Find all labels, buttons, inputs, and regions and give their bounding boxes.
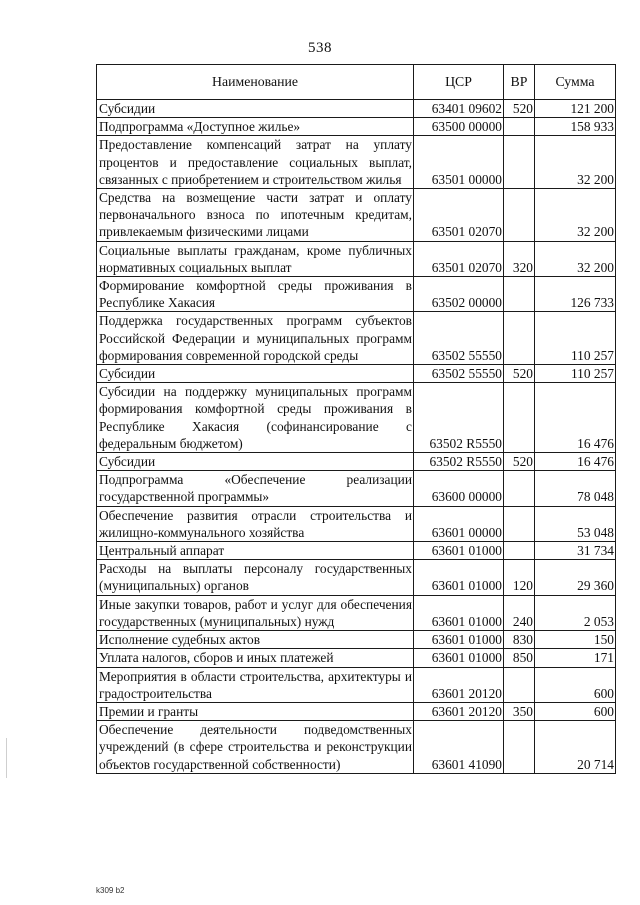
- table-row: [97, 667, 616, 702]
- cell-name: Субсидии на поддержку муниципальных программ формирования комфортной среды проживания в Республике Хакасия (софинансирование с федеральным бюджетом): [97, 383, 414, 453]
- cell-name: Мероприятия в области строительства, архитектуры и градостроительства: [97, 667, 414, 702]
- cell-vr: [504, 471, 535, 506]
- cell-vr: [504, 118, 535, 136]
- cell-sum: 29 360: [535, 560, 616, 595]
- cell-vr: 850: [504, 649, 535, 667]
- cell-vr: 320: [504, 241, 535, 276]
- cell-vr: 240: [504, 595, 535, 630]
- cell-name: Обеспечение деятельности подведомственных учреждений (в сфере строительства и реконструкции объектов государственной собственности): [97, 721, 414, 774]
- cell-csr: 63502 R5550: [414, 383, 504, 453]
- cell-sum: 20 714: [535, 721, 616, 774]
- budget-table: [96, 64, 616, 774]
- scan-edge-mark: [6, 738, 7, 778]
- cell-csr: 63601 20120: [414, 667, 504, 702]
- table-row: [97, 136, 616, 189]
- footer-code: k309 b2: [96, 886, 125, 895]
- cell-sum: 31 734: [535, 542, 616, 560]
- cell-csr: 63502 55550: [414, 312, 504, 365]
- cell-sum: 171: [535, 649, 616, 667]
- cell-csr: 63501 00000: [414, 136, 504, 189]
- cell-sum: 110 257: [535, 365, 616, 383]
- cell-csr: 63601 41090: [414, 721, 504, 774]
- table-row: [97, 277, 616, 312]
- table-row: [97, 649, 616, 667]
- table-row: [97, 365, 616, 383]
- cell-csr: 63501 02070: [414, 189, 504, 242]
- cell-vr: 120: [504, 560, 535, 595]
- table-row: [97, 189, 616, 242]
- table-header-row: [97, 65, 616, 100]
- table-row: [97, 453, 616, 471]
- cell-sum: 158 933: [535, 118, 616, 136]
- cell-sum: 2 053: [535, 595, 616, 630]
- table-row: [97, 312, 616, 365]
- cell-name: Уплата налогов, сборов и иных платежей: [97, 649, 414, 667]
- cell-sum: 110 257: [535, 312, 616, 365]
- cell-name: Исполнение судебных актов: [97, 631, 414, 649]
- header-sum: Сумма: [535, 65, 616, 100]
- page-number: 538: [308, 40, 332, 56]
- cell-vr: [504, 506, 535, 541]
- table-row: [97, 506, 616, 541]
- cell-vr: [504, 136, 535, 189]
- cell-vr: [504, 312, 535, 365]
- cell-csr: 63401 09602: [414, 100, 504, 118]
- cell-name: Субсидии: [97, 365, 414, 383]
- cell-vr: [504, 667, 535, 702]
- cell-sum: 150: [535, 631, 616, 649]
- table-row: [97, 542, 616, 560]
- cell-sum: 32 200: [535, 136, 616, 189]
- table-row: [97, 383, 616, 453]
- cell-csr: 63601 01000: [414, 560, 504, 595]
- cell-csr: 63601 01000: [414, 649, 504, 667]
- cell-csr: 63502 55550: [414, 365, 504, 383]
- cell-vr: [504, 189, 535, 242]
- cell-sum: 600: [535, 702, 616, 720]
- table-row: [97, 241, 616, 276]
- header-csr: ЦСР: [414, 65, 504, 100]
- cell-name: Поддержка государственных программ субъектов Российской Федерации и муниципальных программ формирования современной городской среды: [97, 312, 414, 365]
- cell-sum: 32 200: [535, 189, 616, 242]
- table-body: [97, 100, 616, 774]
- cell-csr: 63601 01000: [414, 542, 504, 560]
- cell-name: Формирование комфортной среды проживания в Республике Хакасия: [97, 277, 414, 312]
- cell-vr: [504, 277, 535, 312]
- cell-vr: 830: [504, 631, 535, 649]
- cell-sum: 600: [535, 667, 616, 702]
- cell-name: Расходы на выплаты персоналу государственных (муниципальных) органов: [97, 560, 414, 595]
- cell-vr: [504, 542, 535, 560]
- cell-csr: 63601 20120: [414, 702, 504, 720]
- table-row: [97, 560, 616, 595]
- cell-sum: 32 200: [535, 241, 616, 276]
- cell-sum: 78 048: [535, 471, 616, 506]
- cell-name: Обеспечение развития отрасли строительства и жилищно-коммунального хозяйства: [97, 506, 414, 541]
- cell-vr: 520: [504, 365, 535, 383]
- cell-name: Субсидии: [97, 100, 414, 118]
- cell-csr: 63601 01000: [414, 631, 504, 649]
- cell-name: Средства на возмещение части затрат и оплату первоначального взноса по ипотечным кредитам, привлекаемым физическими лицами: [97, 189, 414, 242]
- header-name: Наименование: [97, 65, 414, 100]
- cell-sum: 121 200: [535, 100, 616, 118]
- table-row: [97, 471, 616, 506]
- cell-vr: 520: [504, 453, 535, 471]
- table-row: [97, 631, 616, 649]
- cell-name: Предоставление компенсаций затрат на уплату процентов и предоставление социальных выплат, связанных с приобретением и строительством жилья: [97, 136, 414, 189]
- table-row: [97, 100, 616, 118]
- cell-name: Премии и гранты: [97, 702, 414, 720]
- cell-sum: 126 733: [535, 277, 616, 312]
- cell-vr: [504, 383, 535, 453]
- cell-csr: 63601 01000: [414, 595, 504, 630]
- cell-csr: 63500 00000: [414, 118, 504, 136]
- cell-name: Подпрограмма «Доступное жилье»: [97, 118, 414, 136]
- cell-name: Центральный аппарат: [97, 542, 414, 560]
- cell-name: Подпрограмма «Обеспечение реализации государственной программы»: [97, 471, 414, 506]
- cell-sum: 16 476: [535, 383, 616, 453]
- cell-csr: 63601 00000: [414, 506, 504, 541]
- cell-name: Социальные выплаты гражданам, кроме публичных нормативных социальных выплат: [97, 241, 414, 276]
- cell-csr: 63502 R5550: [414, 453, 504, 471]
- cell-csr: 63501 02070: [414, 241, 504, 276]
- header-vr: ВР: [504, 65, 535, 100]
- cell-sum: 53 048: [535, 506, 616, 541]
- table-row: [97, 702, 616, 720]
- cell-csr: 63600 00000: [414, 471, 504, 506]
- table-row: [97, 118, 616, 136]
- cell-vr: 350: [504, 702, 535, 720]
- table-row: [97, 721, 616, 774]
- cell-vr: 520: [504, 100, 535, 118]
- cell-sum: 16 476: [535, 453, 616, 471]
- cell-name: Иные закупки товаров, работ и услуг для обеспечения государственных (муниципальных) нужд: [97, 595, 414, 630]
- cell-csr: 63502 00000: [414, 277, 504, 312]
- cell-name: Субсидии: [97, 453, 414, 471]
- table-row: [97, 595, 616, 630]
- cell-vr: [504, 721, 535, 774]
